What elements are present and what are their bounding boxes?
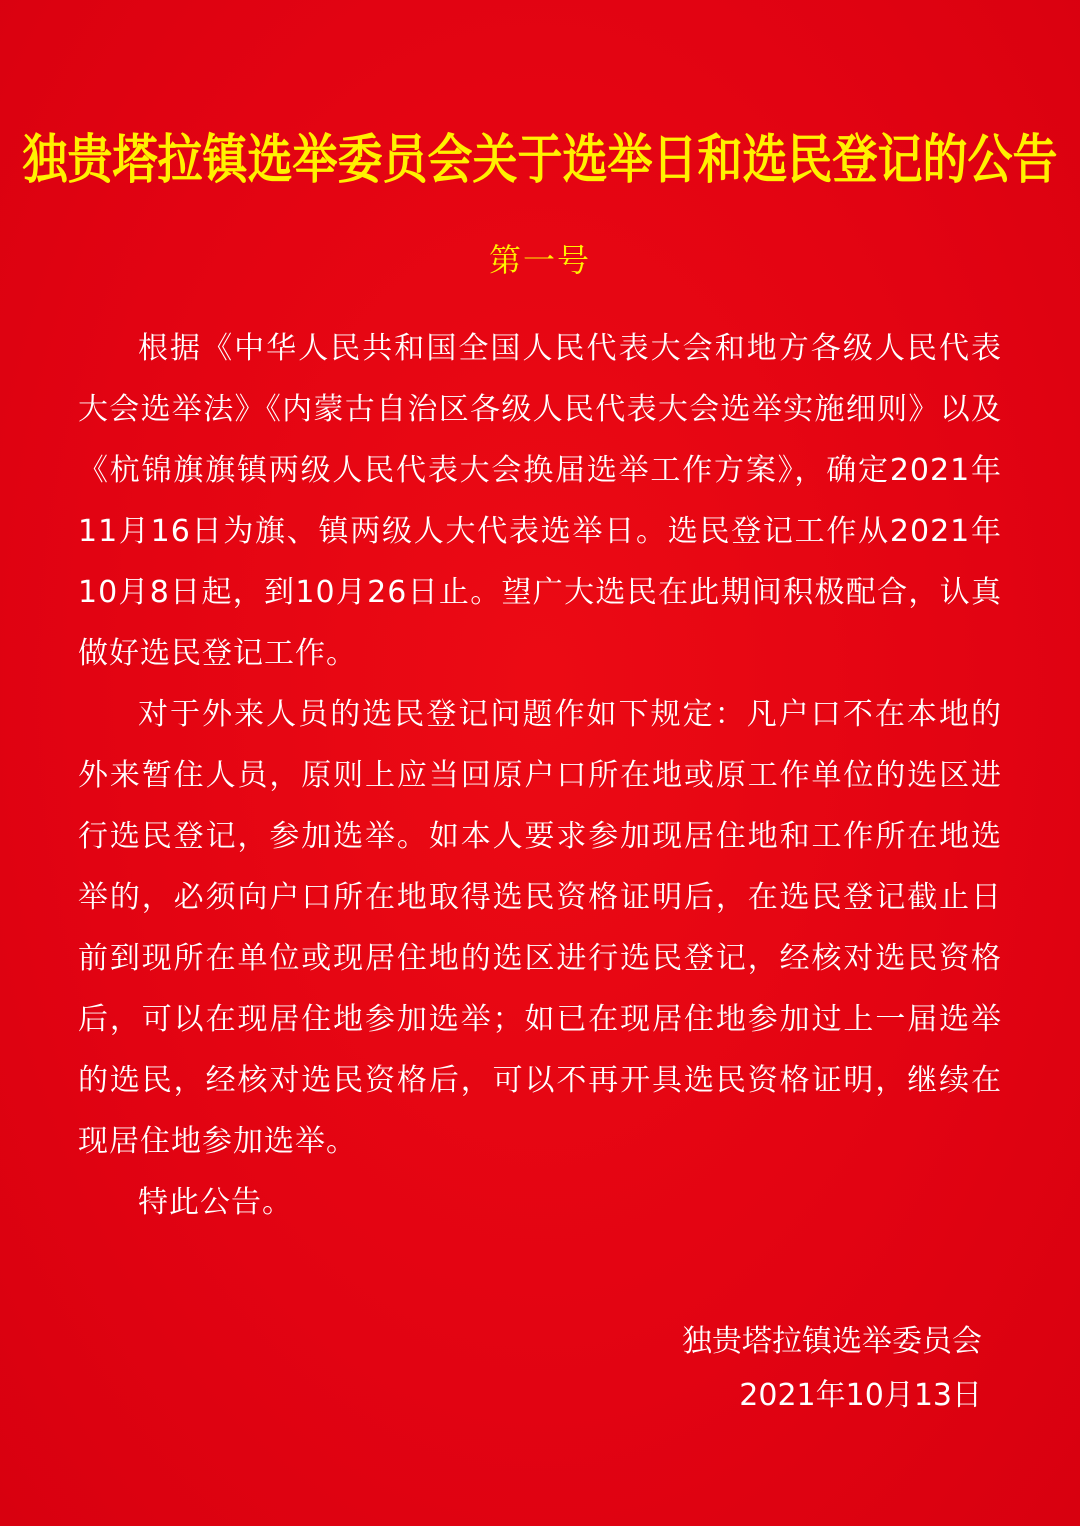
notice-closing: 特此公告。: [138, 1185, 293, 1220]
notice-number: 第一号: [488, 241, 591, 279]
signature-organization: 独贵塔拉镇选举委员会: [682, 1324, 982, 1359]
signature-block: [682, 1315, 982, 1423]
notice-body: [78, 318, 1002, 1233]
notice-title: 独贵塔拉镇选举委员会关于选举日和选民登记的公告: [22, 128, 1058, 191]
signature-date: 2021年10月13日: [739, 1378, 982, 1413]
notice-paragraph: 对于外来人员的选民登记问题作如下规定：凡户口不在本地的外来暂住人员，原则上应当回原户口所在地或原工作单位的选区进行选民登记，参加选举。如本人要求参加现居住地和工作所在地选举的，必须向户口所在地取得选民资格证明后，在选民登记截止日前到现所在单位或现居住地的选区进行选民登记，经核对选民资格后，可以在现居住地参加选举；如已在现居住地参加过上一届选举的选民，经核对选民资格后，可以不再开具选民资格证明，继续在现居住地参加选举。: [78, 697, 1002, 1159]
notice-paragraph: 根据《中华人民共和国全国人民代表大会和地方各级人民代表大会选举法》《内蒙古自治区各级人民代表大会选举实施细则》以及《杭锦旗旗镇两级人民代表大会换届选举工作方案》，确定2021年11月16日为旗、镇两级人大代表选举日。选民登记工作从2021年10月8日起，到10月26日止。望广大选民在此期间积极配合，认真做好选民登记工作。: [78, 331, 1002, 671]
